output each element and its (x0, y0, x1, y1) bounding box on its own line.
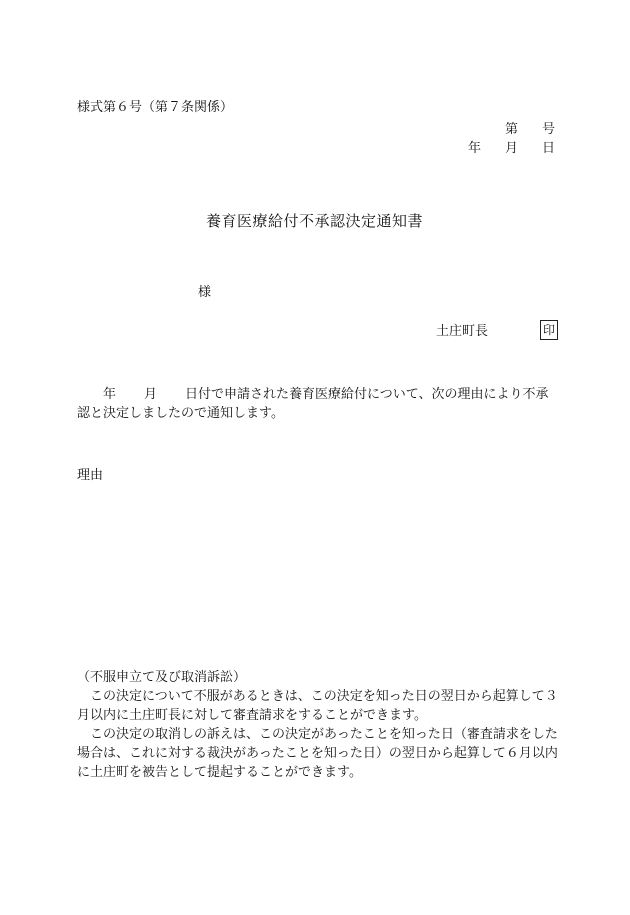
document-number-line (505, 122, 555, 138)
body-month: 月 (144, 387, 158, 402)
body-text: 日付で申請された養育医療給付について、次の理由により不承認と決定しましたので通知します。 (77, 387, 549, 421)
objection-paragraph-2: この決定の取消しの訴えは、この決定があったことを知った日（審査請求をした場合は、これに対する裁決があったことを知った日）の翌日から起算して６月以内に土庄町を被告として提起することができます。 (77, 727, 558, 780)
issue-date-line (468, 141, 555, 157)
addressee-suffix: 様 (198, 285, 212, 300)
objection-heading: （不服申立て及び取消訴訟） (77, 670, 247, 685)
reason-label: 理由 (77, 468, 104, 483)
body-year: 年 (103, 387, 117, 402)
date-month: 月 (504, 141, 518, 156)
notice-body (77, 385, 557, 423)
seal-mark: 印 (540, 320, 558, 340)
number-go: 号 (541, 122, 555, 137)
document-title: 養育医療給付不承認決定通知書 (206, 212, 424, 230)
issuer-name: 土庄町長 (436, 324, 489, 339)
date-day: 日 (541, 141, 555, 156)
objection-paragraph-1: この決定について不服があるときは、この決定を知った日の翌日から起算して３月以内に土庄町長に対して審査請求をすることができます。 (77, 689, 558, 723)
date-year: 年 (467, 141, 481, 156)
number-dai: 第 (504, 122, 518, 137)
objection-section (77, 668, 559, 782)
form-number: 様式第６号（第７条関係） (77, 100, 234, 115)
